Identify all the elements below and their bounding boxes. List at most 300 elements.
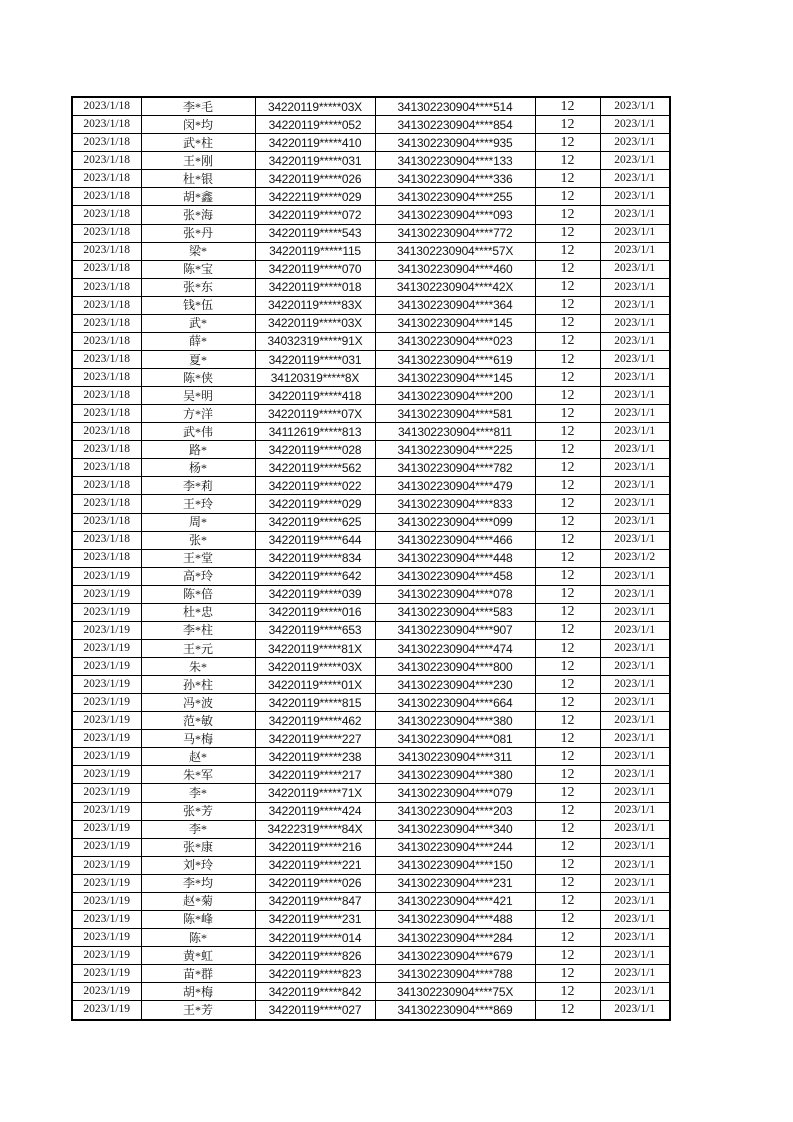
count-cell: 12 <box>535 350 600 368</box>
issue-date-cell: 2023/1/1 <box>600 423 670 441</box>
date-cell: 2023/1/18 <box>72 242 141 260</box>
name-cell: 路* <box>141 441 255 459</box>
table-row <box>72 965 670 983</box>
issue-date-cell: 2023/1/1 <box>600 477 670 495</box>
record-number-cell: 341302230904****336 <box>375 170 535 188</box>
record-number-cell: 341302230904****811 <box>375 423 535 441</box>
count-cell: 12 <box>535 983 600 1001</box>
name-cell: 李*柱 <box>141 621 255 639</box>
table-row <box>72 567 670 585</box>
record-number-cell: 341302230904****474 <box>375 639 535 657</box>
table-row <box>72 928 670 946</box>
name-cell: 高*玲 <box>141 567 255 585</box>
name-cell: 钱*伍 <box>141 296 255 314</box>
count-cell: 12 <box>535 495 600 513</box>
issue-date-cell: 2023/1/1 <box>600 152 670 170</box>
record-number-cell: 341302230904****664 <box>375 694 535 712</box>
date-cell: 2023/1/18 <box>72 116 141 134</box>
count-cell: 12 <box>535 224 600 242</box>
count-cell: 12 <box>535 531 600 549</box>
issue-date-cell: 2023/1/1 <box>600 134 670 152</box>
count-cell: 12 <box>535 784 600 802</box>
id-number-cell: 34220119*****031 <box>255 152 375 170</box>
date-cell: 2023/1/19 <box>72 928 141 946</box>
record-number-cell: 341302230904****340 <box>375 820 535 838</box>
count-cell: 12 <box>535 748 600 766</box>
table-row <box>72 983 670 1001</box>
date-cell: 2023/1/18 <box>72 405 141 423</box>
issue-date-cell: 2023/1/1 <box>600 748 670 766</box>
id-number-cell: 34220119*****221 <box>255 856 375 874</box>
table-row <box>72 188 670 206</box>
date-cell: 2023/1/19 <box>72 802 141 820</box>
name-cell: 王*堂 <box>141 549 255 567</box>
table-row <box>72 856 670 874</box>
table-row <box>72 658 670 676</box>
record-number-cell: 341302230904****42X <box>375 278 535 296</box>
issue-date-cell: 2023/1/1 <box>600 658 670 676</box>
name-cell: 苗*群 <box>141 965 255 983</box>
date-cell: 2023/1/18 <box>72 224 141 242</box>
id-number-cell: 34220119*****81X <box>255 639 375 657</box>
count-cell: 12 <box>535 712 600 730</box>
count-cell: 12 <box>535 549 600 567</box>
name-cell: 刘*玲 <box>141 856 255 874</box>
count-cell: 12 <box>535 423 600 441</box>
date-cell: 2023/1/18 <box>72 350 141 368</box>
date-cell: 2023/1/18 <box>72 296 141 314</box>
issue-date-cell: 2023/1/1 <box>600 892 670 910</box>
record-number-cell: 341302230904****380 <box>375 712 535 730</box>
issue-date-cell: 2023/1/1 <box>600 820 670 838</box>
name-cell: 冯*波 <box>141 694 255 712</box>
date-cell: 2023/1/18 <box>72 369 141 387</box>
name-cell: 陈*宝 <box>141 260 255 278</box>
table-row <box>72 296 670 314</box>
id-number-cell: 34220119*****217 <box>255 766 375 784</box>
issue-date-cell: 2023/1/1 <box>600 784 670 802</box>
id-number-cell: 34220119*****625 <box>255 513 375 531</box>
table-row <box>72 206 670 224</box>
record-number-cell: 341302230904****231 <box>375 874 535 892</box>
id-number-cell: 34220119*****052 <box>255 116 375 134</box>
date-cell: 2023/1/18 <box>72 152 141 170</box>
issue-date-cell: 2023/1/1 <box>600 260 670 278</box>
table-row <box>72 134 670 152</box>
date-cell: 2023/1/19 <box>72 585 141 603</box>
date-cell: 2023/1/19 <box>72 712 141 730</box>
count-cell: 12 <box>535 441 600 459</box>
table-row <box>72 116 670 134</box>
issue-date-cell: 2023/1/1 <box>600 874 670 892</box>
name-cell: 武*伟 <box>141 423 255 441</box>
name-cell: 杜*忠 <box>141 603 255 621</box>
date-cell: 2023/1/18 <box>72 513 141 531</box>
date-cell: 2023/1/19 <box>72 694 141 712</box>
table-row <box>72 730 670 748</box>
issue-date-cell: 2023/1/1 <box>600 585 670 603</box>
name-cell: 陈*峰 <box>141 910 255 928</box>
issue-date-cell: 2023/1/2 <box>600 549 670 567</box>
table-row <box>72 441 670 459</box>
record-number-cell: 341302230904****869 <box>375 1001 535 1020</box>
record-number-cell: 341302230904****854 <box>375 116 535 134</box>
id-number-cell: 34220119*****028 <box>255 441 375 459</box>
name-cell: 范*敏 <box>141 712 255 730</box>
name-cell: 李*毛 <box>141 97 255 116</box>
date-cell: 2023/1/19 <box>72 567 141 585</box>
name-cell: 朱* <box>141 658 255 676</box>
record-number-cell: 341302230904****079 <box>375 784 535 802</box>
name-cell: 马*梅 <box>141 730 255 748</box>
record-number-cell: 341302230904****133 <box>375 152 535 170</box>
record-number-cell: 341302230904****479 <box>375 477 535 495</box>
record-number-cell: 341302230904****380 <box>375 766 535 784</box>
issue-date-cell: 2023/1/1 <box>600 603 670 621</box>
table-row <box>72 423 670 441</box>
name-cell: 王*元 <box>141 639 255 657</box>
issue-date-cell: 2023/1/1 <box>600 188 670 206</box>
issue-date-cell: 2023/1/1 <box>600 206 670 224</box>
issue-date-cell: 2023/1/1 <box>600 694 670 712</box>
id-number-cell: 34220119*****826 <box>255 947 375 965</box>
id-number-cell: 34112619*****813 <box>255 423 375 441</box>
issue-date-cell: 2023/1/1 <box>600 947 670 965</box>
table-row <box>72 405 670 423</box>
count-cell: 12 <box>535 513 600 531</box>
count-cell: 12 <box>535 332 600 350</box>
id-number-cell: 34220119*****014 <box>255 928 375 946</box>
count-cell: 12 <box>535 314 600 332</box>
issue-date-cell: 2023/1/1 <box>600 405 670 423</box>
name-cell: 李* <box>141 784 255 802</box>
table-row <box>72 784 670 802</box>
record-number-cell: 341302230904****581 <box>375 405 535 423</box>
id-number-cell: 34220119*****018 <box>255 278 375 296</box>
record-number-cell: 341302230904****514 <box>375 97 535 116</box>
name-cell: 黄*虹 <box>141 947 255 965</box>
table-row <box>72 278 670 296</box>
count-cell: 12 <box>535 766 600 784</box>
id-number-cell: 34220119*****231 <box>255 910 375 928</box>
date-cell: 2023/1/18 <box>72 477 141 495</box>
table-row <box>72 603 670 621</box>
date-cell: 2023/1/19 <box>72 892 141 910</box>
date-cell: 2023/1/19 <box>72 603 141 621</box>
count-cell: 12 <box>535 296 600 314</box>
name-cell: 闵*均 <box>141 116 255 134</box>
count-cell: 12 <box>535 694 600 712</box>
table-row <box>72 838 670 856</box>
table-row <box>72 947 670 965</box>
issue-date-cell: 2023/1/1 <box>600 513 670 531</box>
count-cell: 12 <box>535 856 600 874</box>
issue-date-cell: 2023/1/1 <box>600 314 670 332</box>
id-number-cell: 34220119*****410 <box>255 134 375 152</box>
date-cell: 2023/1/18 <box>72 549 141 567</box>
count-cell: 12 <box>535 567 600 585</box>
date-cell: 2023/1/18 <box>72 134 141 152</box>
table-row <box>72 1001 670 1020</box>
id-number-cell: 34220119*****644 <box>255 531 375 549</box>
name-cell: 张*东 <box>141 278 255 296</box>
record-number-cell: 341302230904****284 <box>375 928 535 946</box>
record-number-cell: 341302230904****081 <box>375 730 535 748</box>
issue-date-cell: 2023/1/1 <box>600 802 670 820</box>
record-number-cell: 341302230904****078 <box>375 585 535 603</box>
record-number-cell: 341302230904****255 <box>375 188 535 206</box>
id-number-cell: 34222119*****029 <box>255 188 375 206</box>
issue-date-cell: 2023/1/1 <box>600 838 670 856</box>
record-number-cell: 341302230904****788 <box>375 965 535 983</box>
id-number-cell: 34220119*****71X <box>255 784 375 802</box>
table-row <box>72 242 670 260</box>
table-row <box>72 712 670 730</box>
count-cell: 12 <box>535 838 600 856</box>
count-cell: 12 <box>535 874 600 892</box>
table-row <box>72 802 670 820</box>
date-cell: 2023/1/18 <box>72 495 141 513</box>
records-table <box>71 96 671 1021</box>
name-cell: 张*丹 <box>141 224 255 242</box>
name-cell: 武* <box>141 314 255 332</box>
table-row <box>72 874 670 892</box>
id-number-cell: 34220119*****027 <box>255 1001 375 1020</box>
date-cell: 2023/1/19 <box>72 983 141 1001</box>
count-cell: 12 <box>535 585 600 603</box>
table-row <box>72 260 670 278</box>
count-cell: 12 <box>535 1001 600 1020</box>
count-cell: 12 <box>535 116 600 134</box>
name-cell: 王*玲 <box>141 495 255 513</box>
table-row <box>72 152 670 170</box>
count-cell: 12 <box>535 278 600 296</box>
record-number-cell: 341302230904****833 <box>375 495 535 513</box>
issue-date-cell: 2023/1/1 <box>600 730 670 748</box>
id-number-cell: 34220119*****653 <box>255 621 375 639</box>
id-number-cell: 34220119*****016 <box>255 603 375 621</box>
date-cell: 2023/1/19 <box>72 820 141 838</box>
issue-date-cell: 2023/1/1 <box>600 495 670 513</box>
table-row <box>72 766 670 784</box>
table-row <box>72 549 670 567</box>
record-number-cell: 341302230904****772 <box>375 224 535 242</box>
table-row <box>72 314 670 332</box>
id-number-cell: 34220119*****842 <box>255 983 375 1001</box>
issue-date-cell: 2023/1/1 <box>600 766 670 784</box>
record-number-cell: 341302230904****099 <box>375 513 535 531</box>
name-cell: 杨* <box>141 459 255 477</box>
date-cell: 2023/1/19 <box>72 730 141 748</box>
count-cell: 12 <box>535 802 600 820</box>
issue-date-cell: 2023/1/1 <box>600 639 670 657</box>
count-cell: 12 <box>535 820 600 838</box>
table-row <box>72 892 670 910</box>
count-cell: 12 <box>535 206 600 224</box>
date-cell: 2023/1/18 <box>72 206 141 224</box>
date-cell: 2023/1/18 <box>72 97 141 116</box>
table-row <box>72 477 670 495</box>
table-row <box>72 97 670 116</box>
record-number-cell: 341302230904****458 <box>375 567 535 585</box>
name-cell: 李* <box>141 820 255 838</box>
name-cell: 武*柱 <box>141 134 255 152</box>
name-cell: 吴*明 <box>141 387 255 405</box>
issue-date-cell: 2023/1/1 <box>600 965 670 983</box>
issue-date-cell: 2023/1/1 <box>600 621 670 639</box>
record-number-cell: 341302230904****488 <box>375 910 535 928</box>
issue-date-cell: 2023/1/1 <box>600 910 670 928</box>
date-cell: 2023/1/18 <box>72 423 141 441</box>
record-number-cell: 341302230904****583 <box>375 603 535 621</box>
issue-date-cell: 2023/1/1 <box>600 97 670 116</box>
issue-date-cell: 2023/1/1 <box>600 676 670 694</box>
name-cell: 梁* <box>141 242 255 260</box>
record-number-cell: 341302230904****093 <box>375 206 535 224</box>
record-number-cell: 341302230904****145 <box>375 314 535 332</box>
id-number-cell: 34032319*****91X <box>255 332 375 350</box>
date-cell: 2023/1/19 <box>72 784 141 802</box>
name-cell: 张* <box>141 531 255 549</box>
id-number-cell: 34220119*****022 <box>255 477 375 495</box>
name-cell: 李*莉 <box>141 477 255 495</box>
id-number-cell: 34220119*****026 <box>255 170 375 188</box>
issue-date-cell: 2023/1/1 <box>600 712 670 730</box>
record-number-cell: 341302230904****57X <box>375 242 535 260</box>
id-number-cell: 34220119*****03X <box>255 658 375 676</box>
id-number-cell: 34220119*****029 <box>255 495 375 513</box>
date-cell: 2023/1/18 <box>72 278 141 296</box>
count-cell: 12 <box>535 892 600 910</box>
table-row <box>72 748 670 766</box>
date-cell: 2023/1/19 <box>72 874 141 892</box>
id-number-cell: 34220119*****070 <box>255 260 375 278</box>
issue-date-cell: 2023/1/1 <box>600 856 670 874</box>
name-cell: 王*芳 <box>141 1001 255 1020</box>
id-number-cell: 34220119*****039 <box>255 585 375 603</box>
date-cell: 2023/1/18 <box>72 314 141 332</box>
record-number-cell: 341302230904****230 <box>375 676 535 694</box>
table-row <box>72 676 670 694</box>
id-number-cell: 34220119*****07X <box>255 405 375 423</box>
record-number-cell: 341302230904****145 <box>375 369 535 387</box>
count-cell: 12 <box>535 405 600 423</box>
date-cell: 2023/1/19 <box>72 856 141 874</box>
issue-date-cell: 2023/1/1 <box>600 242 670 260</box>
id-number-cell: 34220119*****642 <box>255 567 375 585</box>
id-number-cell: 34220119*****01X <box>255 676 375 694</box>
id-number-cell: 34220119*****227 <box>255 730 375 748</box>
table-row <box>72 820 670 838</box>
issue-date-cell: 2023/1/1 <box>600 170 670 188</box>
table-row <box>72 910 670 928</box>
record-number-cell: 341302230904****935 <box>375 134 535 152</box>
date-cell: 2023/1/18 <box>72 531 141 549</box>
table-row <box>72 369 670 387</box>
issue-date-cell: 2023/1/1 <box>600 387 670 405</box>
date-cell: 2023/1/19 <box>72 1001 141 1020</box>
record-number-cell: 341302230904****679 <box>375 947 535 965</box>
name-cell: 方*洋 <box>141 405 255 423</box>
count-cell: 12 <box>535 369 600 387</box>
id-number-cell: 34220119*****847 <box>255 892 375 910</box>
record-number-cell: 341302230904****460 <box>375 260 535 278</box>
record-number-cell: 341302230904****150 <box>375 856 535 874</box>
issue-date-cell: 2023/1/1 <box>600 116 670 134</box>
record-number-cell: 341302230904****244 <box>375 838 535 856</box>
record-number-cell: 341302230904****800 <box>375 658 535 676</box>
id-number-cell: 34220119*****03X <box>255 97 375 116</box>
count-cell: 12 <box>535 170 600 188</box>
name-cell: 赵* <box>141 748 255 766</box>
table-row <box>72 350 670 368</box>
record-number-cell: 341302230904****225 <box>375 441 535 459</box>
table-row <box>72 387 670 405</box>
id-number-cell: 34220119*****216 <box>255 838 375 856</box>
name-cell: 周* <box>141 513 255 531</box>
date-cell: 2023/1/18 <box>72 188 141 206</box>
issue-date-cell: 2023/1/1 <box>600 567 670 585</box>
record-number-cell: 341302230904****448 <box>375 549 535 567</box>
table-row <box>72 585 670 603</box>
date-cell: 2023/1/18 <box>72 441 141 459</box>
record-number-cell: 341302230904****023 <box>375 332 535 350</box>
name-cell: 赵*菊 <box>141 892 255 910</box>
id-number-cell: 34220119*****462 <box>255 712 375 730</box>
id-number-cell: 34220119*****823 <box>255 965 375 983</box>
issue-date-cell: 2023/1/1 <box>600 441 670 459</box>
count-cell: 12 <box>535 730 600 748</box>
record-number-cell: 341302230904****466 <box>375 531 535 549</box>
issue-date-cell: 2023/1/1 <box>600 350 670 368</box>
id-number-cell: 34220119*****424 <box>255 802 375 820</box>
issue-date-cell: 2023/1/1 <box>600 332 670 350</box>
table-row <box>72 694 670 712</box>
id-number-cell: 34220119*****031 <box>255 350 375 368</box>
date-cell: 2023/1/18 <box>72 260 141 278</box>
record-number-cell: 341302230904****200 <box>375 387 535 405</box>
count-cell: 12 <box>535 928 600 946</box>
name-cell: 朱*军 <box>141 766 255 784</box>
id-number-cell: 34220119*****834 <box>255 549 375 567</box>
count-cell: 12 <box>535 621 600 639</box>
issue-date-cell: 2023/1/1 <box>600 224 670 242</box>
name-cell: 孙*柱 <box>141 676 255 694</box>
name-cell: 张*芳 <box>141 802 255 820</box>
name-cell: 夏* <box>141 350 255 368</box>
issue-date-cell: 2023/1/1 <box>600 459 670 477</box>
date-cell: 2023/1/19 <box>72 748 141 766</box>
record-number-cell: 341302230904****421 <box>375 892 535 910</box>
count-cell: 12 <box>535 639 600 657</box>
count-cell: 12 <box>535 387 600 405</box>
table-row <box>72 531 670 549</box>
count-cell: 12 <box>535 152 600 170</box>
issue-date-cell: 2023/1/1 <box>600 296 670 314</box>
id-number-cell: 34220119*****418 <box>255 387 375 405</box>
issue-date-cell: 2023/1/1 <box>600 983 670 1001</box>
name-cell: 张*海 <box>141 206 255 224</box>
id-number-cell: 34220119*****03X <box>255 314 375 332</box>
date-cell: 2023/1/19 <box>72 676 141 694</box>
date-cell: 2023/1/19 <box>72 621 141 639</box>
id-number-cell: 34220119*****562 <box>255 459 375 477</box>
name-cell: 杜*银 <box>141 170 255 188</box>
record-number-cell: 341302230904****907 <box>375 621 535 639</box>
date-cell: 2023/1/18 <box>72 459 141 477</box>
count-cell: 12 <box>535 459 600 477</box>
name-cell: 陈* <box>141 928 255 946</box>
